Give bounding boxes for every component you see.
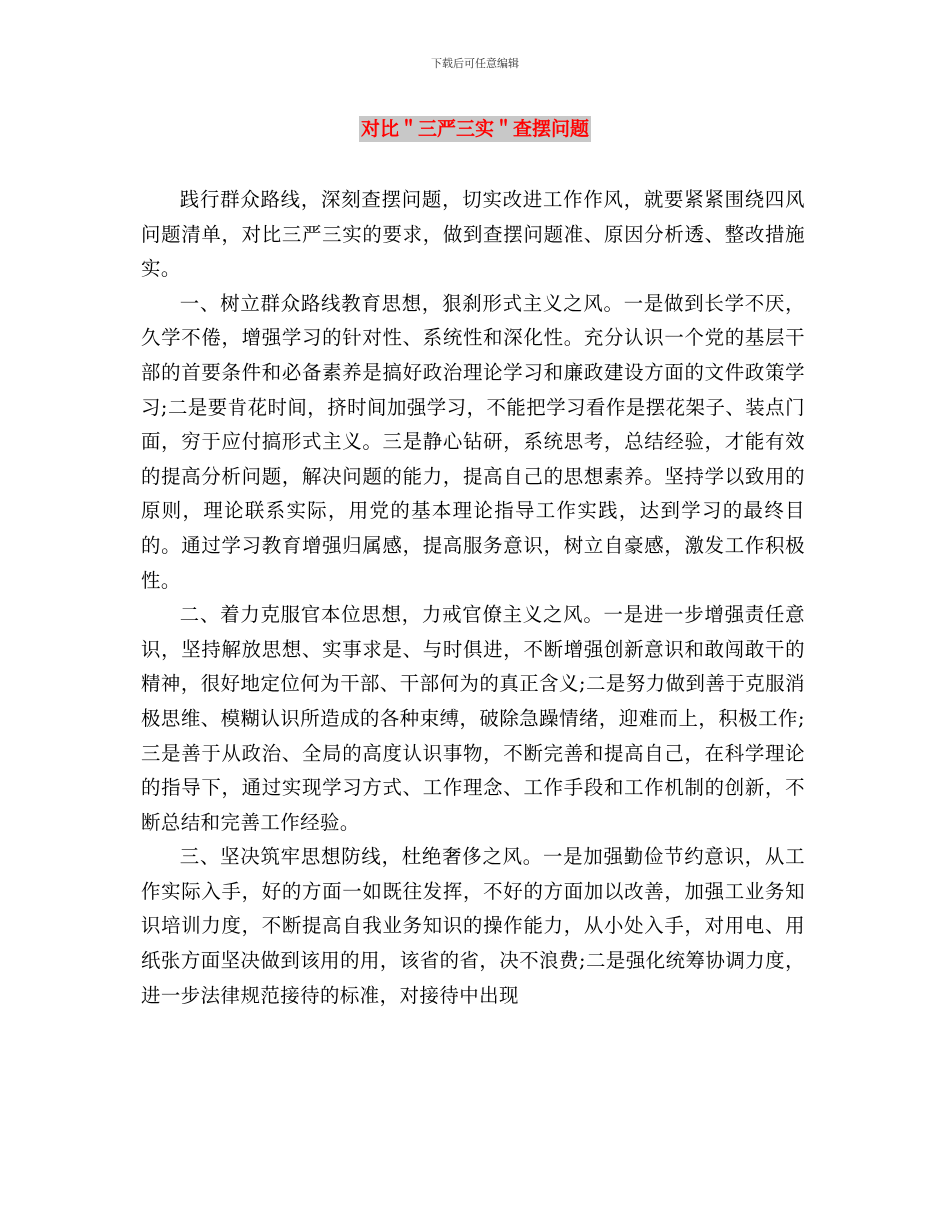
document-title: 对比＂三严三实＂查摆问题 [360, 118, 589, 140]
paragraph-section-2: 二、着力克服官本位思想，力戒官僚主义之风。一是进一步增强责任意识，坚持解放思想、实事求是、与时俱进，不断增强创新意识和敢闯敢干的精神，很好地定位何为干部、干部何为的真正含义;二是努力做到善于克服消极思维、模糊认识所造成的各种束缚，破除急躁情绪，迎难而上，积极工作;三是善于从政治、全局的高度认识事物，不断完善和提高自己，在科学理论的指导下，通过实现学习方式、工作理念、工作手段和工作机制的创新，不断总结和完善工作经验。 [141, 603, 805, 834]
title-container [0, 116, 950, 142]
paragraph-intro: 践行群众路线，深刻查摆问题，切实改进工作作风，就要紧紧围绕四风问题清单，对比三严三实的要求，做到查摆问题准、原因分析透、整改措施实。 [141, 188, 805, 281]
paragraph-section-1: 一、树立群众路线教育思想，狠刹形式主义之风。一是做到长学不厌，久学不倦，增强学习的针对性、系统性和深化性。充分认识一个党的基层干部的首要条件和必备素养是搞好政治理论学习和廉政建设方面的文件政策学习;二是要肯花时间，挤时间加强学习，不能把学习看作是摆花架子、装点门面，穷于应付搞形式主义。三是静心钻研，系统思考，总结经验，才能有效的提高分析问题，解决问题的能力，提高自己的思想素养。坚持学以致用的原则，理论联系实际，用党的基本理论指导工作实践，达到学习的最终目的。通过学习教育增强归属感，提高服务意识，树立自豪感，激发工作积极性。 [141, 291, 805, 592]
page-header-note: 下载后可任意编辑 [431, 57, 519, 70]
document-body [141, 183, 805, 1013]
paragraph-section-3: 三、坚决筑牢思想防线，杜绝奢侈之风。一是加强勤俭节约意识，从工作实际入手，好的方面一如既往发挥，不好的方面加以改善，加强工业务知识培训力度，不断提高自我业务知识的操作能力，从小处入手，对用电、用纸张方面坚决做到该用的用，该省的省，决不浪费;二是强化统筹协调力度，进一步法律规范接待的标准，对接待中出现 [141, 845, 805, 1007]
